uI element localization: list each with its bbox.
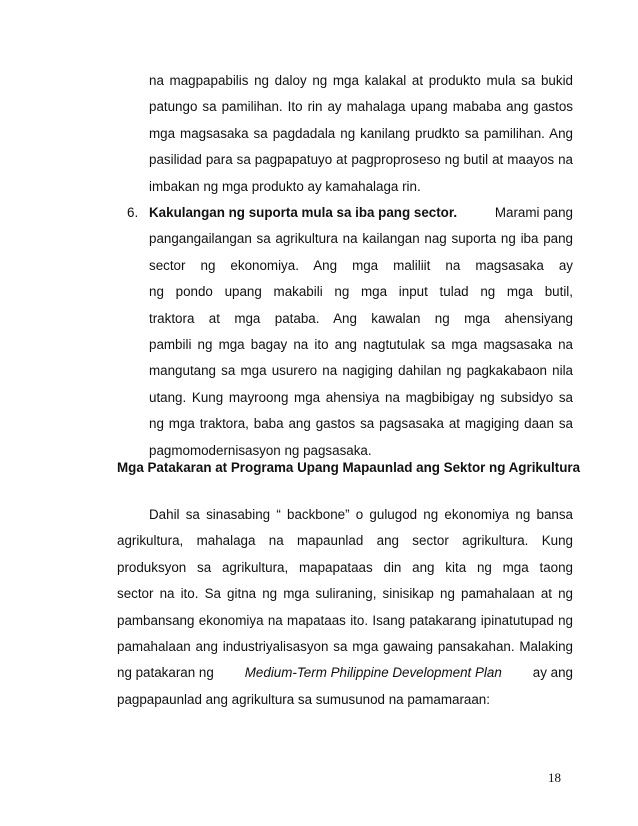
page-number: 18 xyxy=(548,770,561,785)
text-line: mangutang sa mga usurero na nagiging dahilan ng pagkakabaon nila xyxy=(149,363,573,379)
text-line: agrikultura, mahalaga na mapaunlad ang sector agrikultura. Kung xyxy=(117,533,573,549)
text-line: sector ng ekonomiya. Ang mga maliliit na magsasaka ay xyxy=(149,257,573,273)
text-line: pagmomodernisasyon ng pagsasaka. xyxy=(149,442,372,458)
text-line: pamahalaan ang industriyalisasyon sa mga gawaing pansakahan. Malaking xyxy=(117,638,573,654)
text-line: pambansang ekonomiya na mapataas ito. Isang patakarang ipinatutupad ng xyxy=(117,612,573,628)
text-line: pangangailangan sa agrikultura na kailangan nag suporta ng iba pang xyxy=(149,231,573,247)
text-line: pagpapaunlad ang agrikultura sa sumusunod na pamamaraan: xyxy=(117,691,490,707)
paragraph-bottom xyxy=(117,502,573,713)
text-line: utang. Kung mayroong mga ahensiya na magbibigay ng subsidyo sa xyxy=(149,389,573,405)
plan-title: Medium-Term Philippine Development Plan xyxy=(244,665,502,681)
paragraph-item-6 xyxy=(149,200,573,464)
text-line: traktora at mga pataba. Ang kawalan ng mga ahensiyang xyxy=(149,310,573,326)
text-line: mga magsasaka sa pagdadala ng kanilang prudkto sa pamilihan. Ang xyxy=(149,125,573,141)
text-line: pasilidad para sa pagpapatuyo at pagproproseso ng butil at maayos na xyxy=(149,152,573,168)
item-title: Kakulangan ng suporta mula sa iba pang sector. xyxy=(149,205,458,220)
text-fragment: ng patakaran ng xyxy=(117,665,214,681)
item-title-rest: Marami pang xyxy=(494,205,573,220)
list-number: 6. xyxy=(127,205,139,220)
text-line xyxy=(117,660,573,686)
text-line: patungo sa pamilihan. Ito rin ay mahalaga upang mababa ang gastos xyxy=(149,99,573,115)
paragraph-top xyxy=(149,68,573,200)
text-line: pambili ng mga bagay na ito ang nagtutulak sa mga magsasaka na xyxy=(149,336,573,352)
text-line: ng mga traktora, baba ang gastos sa pagsasaka at magiging daan sa xyxy=(149,416,573,432)
text-line: ng pondo upang makabili ng mga input tulad ng mga butil, xyxy=(149,284,573,300)
text-line: na magpapabilis ng daloy ng mga kalakal at produkto mula sa bukid xyxy=(149,73,573,88)
text-line: produksyon sa agrikultura, mapapataas din ang kita ng mga taong xyxy=(117,559,573,575)
text-line: sector na ito. Sa gitna ng mga suliraning, sinisikap ng pamahalaan at ng xyxy=(117,586,573,602)
text-line: Dahil sa sinasabing “ backbone” o gulugod ng ekonomiya ng bansa xyxy=(149,507,573,522)
text-line: imbakan ng mga produkto ay kamahalaga rin. xyxy=(149,178,421,194)
text-fragment: ay ang xyxy=(532,665,573,681)
section-heading: Mga Patakaran at Programa Upang Mapaunlad ang Sektor ng Agrikultura xyxy=(117,460,581,475)
text-line xyxy=(149,200,573,226)
